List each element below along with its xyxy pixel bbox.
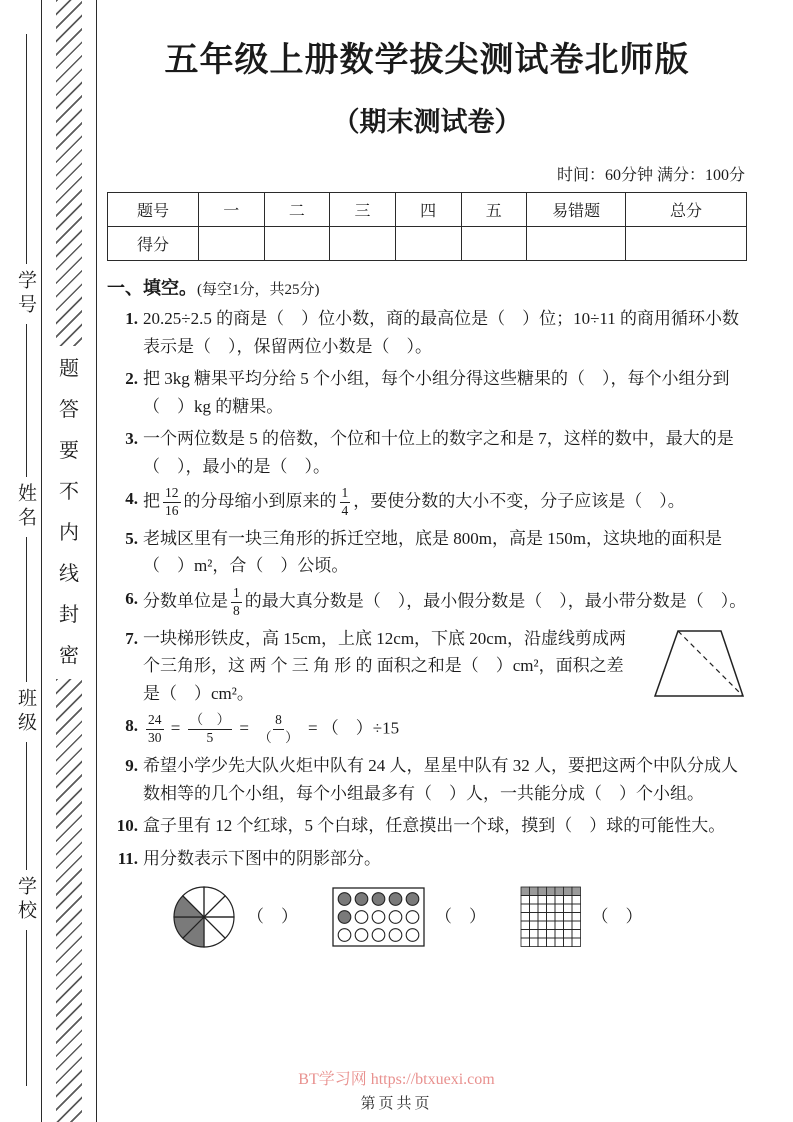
sidebar-field-label-2: 姓名 (11, 477, 40, 537)
question-body (143, 712, 747, 747)
question-list (107, 305, 747, 952)
question-5 (107, 525, 747, 580)
question-text-run: ，要使分数的大小不变，分子应该是（ ）。 (353, 491, 685, 511)
question-number: 4. (125, 489, 138, 509)
question-text-run: 一个两位数是 5 的倍数，个位和十位上的数字之和是 7，这样的数中，最大的是（ ），最小的是（ ）。 (143, 429, 734, 476)
question-number: 9. (125, 756, 138, 776)
question-text-run: 盒子里有 12 个红球，5 个白球，任意摸出一个球，摸到（ ）球的可能性大。 (143, 816, 726, 836)
seal-char: 封 (59, 604, 79, 626)
figure-answer-blank: （ ） (435, 907, 486, 927)
content (107, 0, 747, 952)
score-empty-cell (330, 227, 396, 261)
page-subtitle: （期末测试卷） (332, 107, 522, 137)
score-empty-cell (626, 227, 747, 261)
question-text-run: = (166, 718, 185, 738)
score-row-label: 得分 (108, 227, 199, 261)
hatch-pattern-bottom (56, 679, 82, 1122)
question-body (143, 585, 747, 620)
hatch-pattern-top (56, 0, 82, 346)
question-body (143, 525, 747, 580)
fraction-numerator: （ ） (188, 712, 233, 730)
circle-sectors-figure (171, 884, 237, 950)
question-11 (107, 845, 747, 953)
fraction-denominator: 8 (233, 602, 240, 618)
section-title: 一、填空。 (107, 278, 197, 298)
score-empty-cell (527, 227, 626, 261)
seal-char: 题 (59, 358, 79, 380)
fraction-denominator: 16 (165, 503, 179, 519)
question-text-run: 分数单位是 (143, 591, 228, 611)
question-text-run: 把 3kg 糖果平均分给 5 个小组，每个小组分得这些糖果的（ ），每个小组分到（ ）kg 的糖果。 (143, 369, 730, 416)
question-2 (107, 365, 747, 420)
score-empty-cell (461, 227, 527, 261)
score-table (107, 192, 747, 261)
question-text-run: 把 (143, 491, 160, 511)
score-empty-cell (199, 227, 265, 261)
figure-answer-blank: （ ） (247, 907, 298, 927)
seal-char: 答 (59, 399, 79, 421)
fraction (188, 712, 233, 747)
fraction-numerator: 8 (273, 712, 284, 730)
seal-char: 内 (59, 522, 79, 544)
question-7 (107, 625, 747, 708)
footer-site-link: BT学习网 https://btxuexi.com (298, 1071, 495, 1088)
shaded-figures-row (171, 884, 747, 950)
question-number: 1. (125, 309, 138, 328)
question-text-run: 一块梯形铁皮，高 15cm，上底 12cm，下底 20cm，沿虚线剪成两个三角形，这 两 个 三 角 形 的 面积之和是（ ）cm²，面积之差是（ ）cm²。 (143, 628, 627, 703)
question-body (143, 752, 747, 807)
question-number: 7. (125, 628, 138, 648)
exam-meta: 时间：60分钟 满分：100分 (556, 167, 745, 184)
fraction-denominator: 30 (148, 730, 162, 746)
seal-char: 密 (59, 645, 79, 667)
question-number: 2. (125, 369, 138, 389)
question-8 (107, 712, 747, 747)
fraction-numerator: 24 (146, 712, 164, 730)
footer-page-indicator: 第页共页 (360, 1096, 433, 1112)
question-text-run: = （ ）÷15 (303, 718, 400, 738)
question-9 (107, 752, 747, 807)
question-text-run: = (235, 718, 254, 738)
seal-char: 不 (59, 481, 79, 503)
question-text-run: 的最大真分数是（ ），最小假分数是（ ），最小带分数是（ ）。 (244, 591, 747, 611)
score-header-cell-4: 三 (330, 193, 396, 227)
score-header-cell-8: 总分 (626, 193, 747, 227)
fraction-denominator: 5 (206, 730, 214, 746)
question-number: 3. (125, 429, 138, 449)
circle-grid-figure (332, 887, 425, 947)
question-4 (107, 485, 747, 520)
sidebar-field-label-3: 班级 (11, 682, 40, 742)
fraction (231, 585, 242, 620)
question-10 (107, 812, 747, 840)
fraction-numerator: 12 (163, 485, 181, 503)
section-note: (每空1分，共25分) (197, 282, 320, 298)
score-header-cell-5: 四 (395, 193, 461, 227)
score-header-cell-6: 五 (461, 193, 527, 227)
score-header-cell-1: 题号 (108, 193, 199, 227)
question-6 (107, 585, 747, 620)
question-text-run: 老城区里有一块三角形的拆迁空地，底是 800m，高是 150m，这块地的面积是（ ）m²，合（ ）公顷。 (143, 528, 722, 576)
sidebar-field-label-1: 学号 (11, 264, 40, 324)
seal-char: 要 (59, 440, 79, 462)
fraction (340, 485, 351, 520)
score-empty-cell (264, 227, 330, 261)
score-table-score-row (108, 227, 747, 261)
score-header-cell-2: 一 (199, 193, 265, 227)
section-heading (107, 274, 747, 300)
question-text-run: 20.25÷2.5 的商是（ ）位小数，商的最高位是（ ）位；10÷11 的商用循环小数表示是（ ），保留两位小数是（ ）。 (143, 309, 740, 356)
question-number: 11. (117, 848, 138, 868)
score-header-cell-7: 易错题 (527, 193, 626, 227)
question-body (143, 845, 747, 953)
question-body (143, 425, 747, 480)
question-body (143, 305, 747, 360)
question-text-run: 的分母缩小到原来的 (183, 491, 337, 511)
page-title: 五年级上册数学拔尖测试卷北师版 (164, 41, 690, 79)
question-body (143, 812, 747, 840)
score-table-header-row (108, 193, 747, 227)
score-header-cell-3: 二 (264, 193, 330, 227)
seal-text (59, 346, 79, 679)
sidebar-field-label-4: 学校 (11, 870, 40, 930)
seal-char: 线 (59, 563, 79, 585)
fraction-denominator: 4 (341, 503, 349, 519)
trapezoid-figure (651, 625, 747, 703)
fraction-denominator: （ ） (258, 730, 299, 746)
score-empty-cell (395, 227, 461, 261)
question-number: 5. (125, 528, 138, 548)
seal-column (41, 0, 97, 1122)
question-body (143, 485, 747, 520)
fraction-numerator: 1 (231, 585, 242, 603)
question-body (143, 625, 747, 708)
fraction (256, 712, 301, 747)
question-number: 8. (125, 716, 138, 736)
square-grid-figure (520, 886, 582, 948)
figure-answer-blank: （ ） (591, 907, 643, 927)
fraction (146, 712, 164, 747)
question-body (143, 365, 747, 420)
question-number: 10. (116, 816, 138, 836)
question-number: 6. (125, 589, 138, 608)
question-text-run: 希望小学少先大队火炬中队有 24 人，星星中队有 32 人，要把这两个中队分成人数相等的几个小组，每个小组最多有（ ）人，一共能分成（ ）个小组。 (143, 756, 738, 803)
question-text-run: 用分数表示下图中的阴影部分。 (143, 848, 381, 868)
fraction (163, 485, 181, 520)
question-1 (107, 305, 747, 360)
fraction-numerator: 1 (340, 485, 351, 503)
question-3 (107, 425, 747, 480)
